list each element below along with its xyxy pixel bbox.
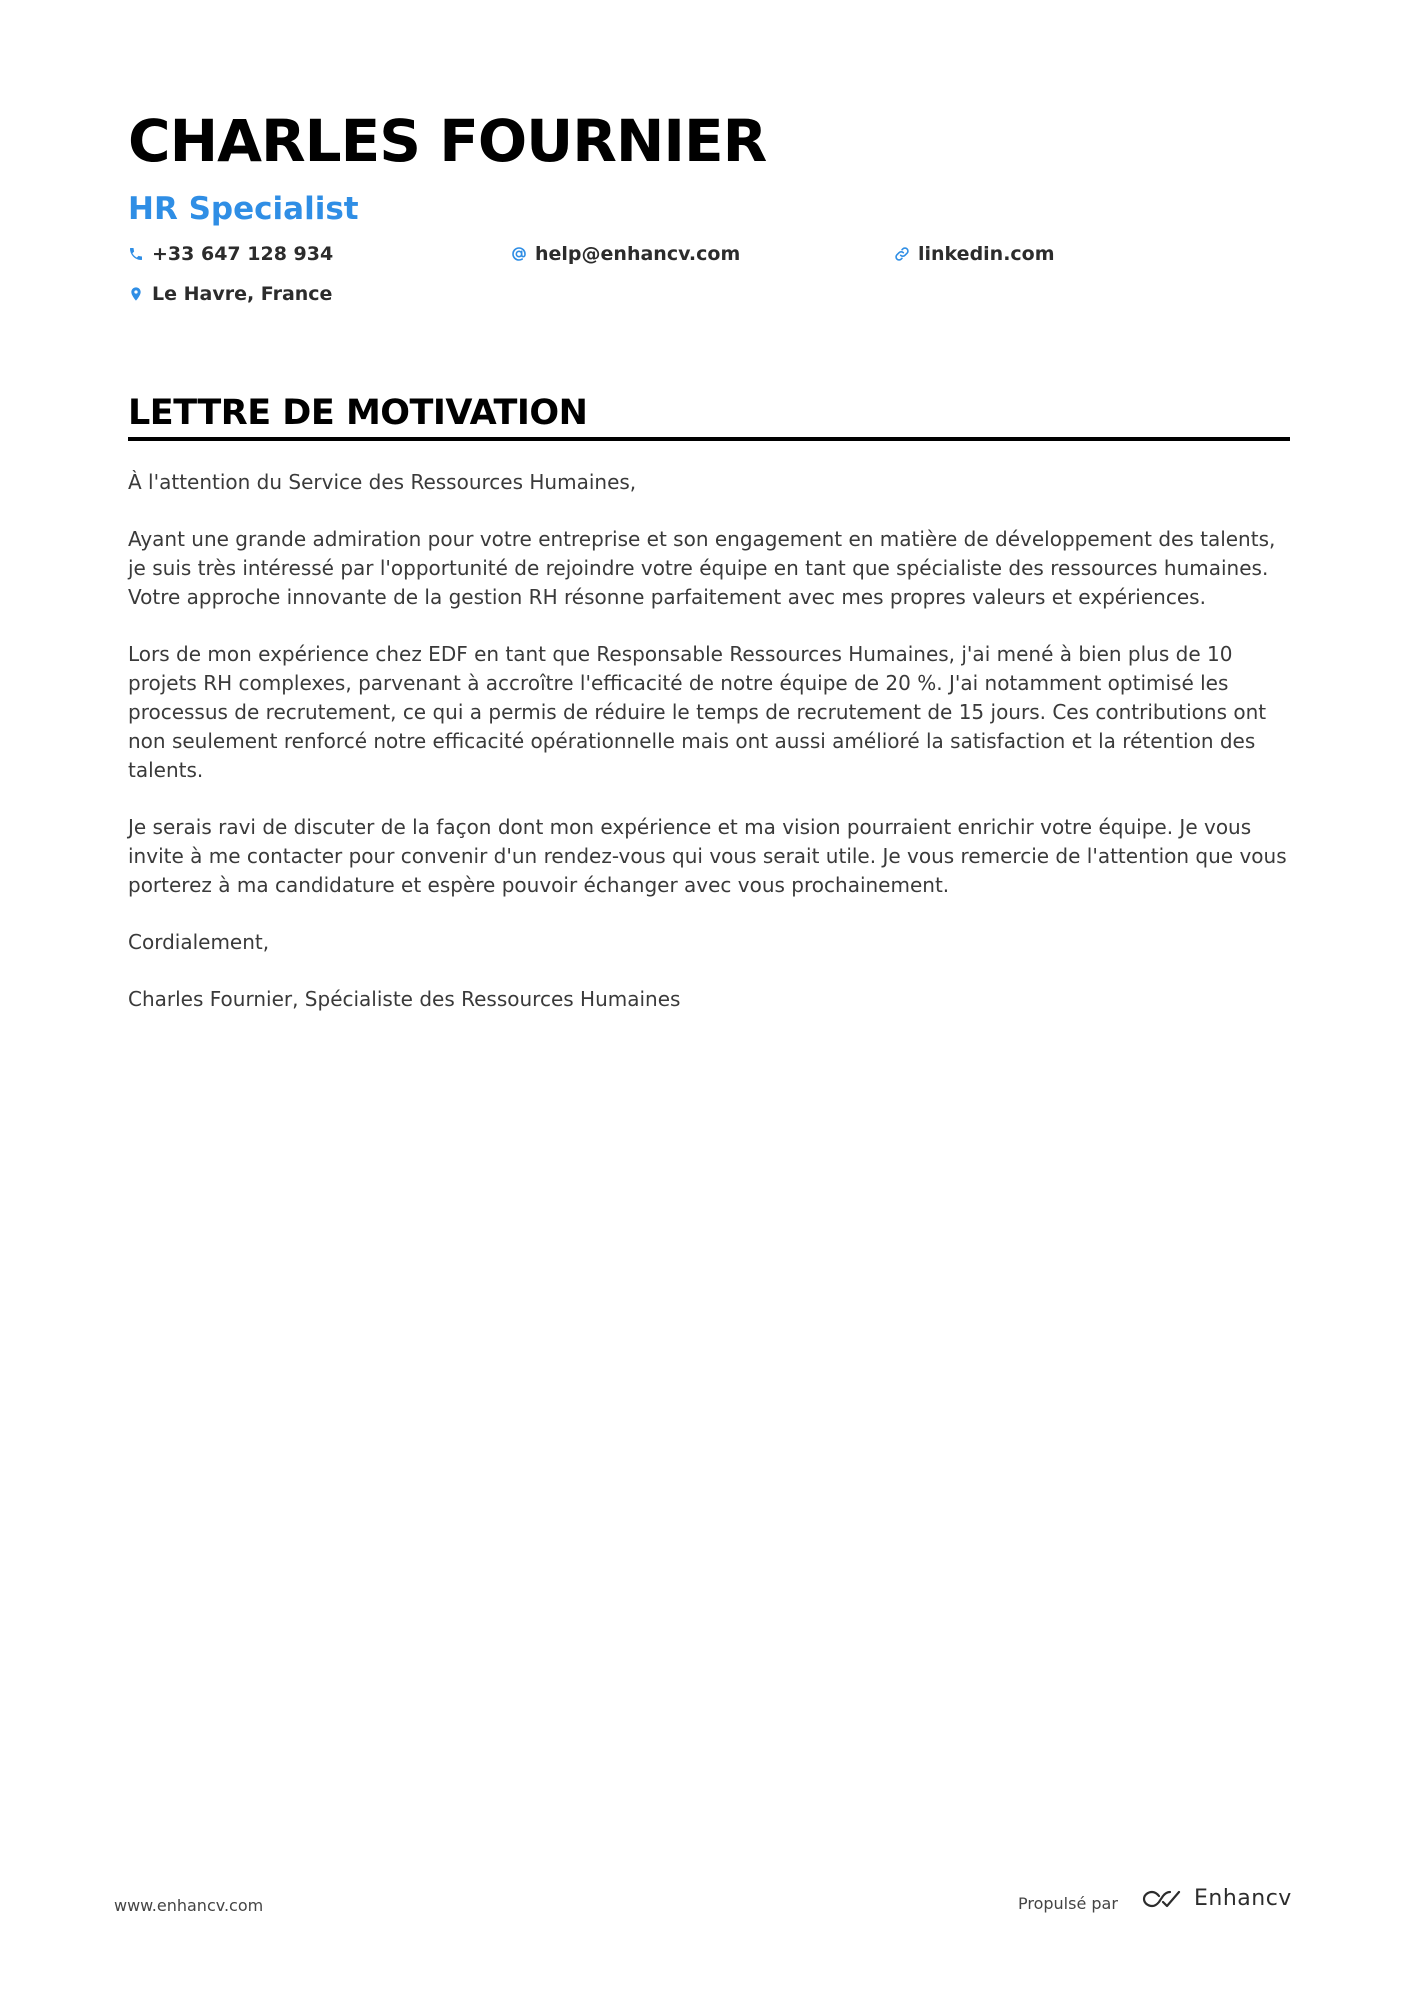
phone-icon bbox=[128, 246, 144, 262]
closing: Cordialement, bbox=[128, 930, 270, 954]
contact-email[interactable] bbox=[511, 243, 740, 265]
letter-paragraph: Je serais ravi de discuter de la façon dont mon expérience et ma vision pourraient enrichir votre équipe. Je vous invite à me contacter pour convenir d'un rendez-vous qui vous serait utile. Je vous remercie de l'attention que vous porterez à ma candidature et espère pouvoir échanger avec vous prochainement. bbox=[128, 815, 1287, 897]
brand[interactable] bbox=[1138, 1886, 1292, 1911]
section-title: LETTRE DE MOTIVATION bbox=[128, 393, 588, 433]
phone-text: +33 647 128 934 bbox=[152, 243, 334, 265]
footer-url[interactable]: www.enhancv.com bbox=[114, 1896, 264, 1915]
enhancv-logo-icon bbox=[1138, 1887, 1184, 1911]
section-divider bbox=[128, 437, 1290, 441]
contact-location bbox=[128, 283, 332, 305]
link-icon bbox=[894, 246, 910, 262]
candidate-name: CHARLES FOURNIER bbox=[128, 107, 767, 175]
salutation: À l'attention du Service des Ressources Humaines, bbox=[128, 470, 637, 494]
powered-by-label: Propulsé par bbox=[1018, 1894, 1118, 1913]
letter-body bbox=[128, 468, 1293, 1042]
letter-paragraph: Lors de mon expérience chez EDF en tant que Responsable Ressources Humaines, j'ai mené à bien plus de 10 projets RH complexes, parvenant à accroître l'efficacité de notre équipe de 20 %. J'ai notamment optimisé les processus de recrutement, ce qui a permis de réduire le temps de recrutement de 15 jours. Ces contributions ont non seulement renforcé notre efficacité opérationnelle mais ont aussi amélioré la satisfaction et la rétention des talents. bbox=[128, 642, 1267, 782]
email-text[interactable]: help@enhancv.com bbox=[535, 243, 741, 265]
job-title: HR Specialist bbox=[128, 191, 359, 227]
brand-name: Enhancv bbox=[1194, 1886, 1292, 1911]
link-text[interactable]: linkedin.com bbox=[918, 243, 1055, 265]
at-icon bbox=[511, 246, 527, 262]
contact-link[interactable] bbox=[894, 243, 1055, 265]
location-text: Le Havre, France bbox=[152, 283, 333, 305]
letter-paragraph: Ayant une grande admiration pour votre entreprise et son engagement en matière de développement des talents, je suis très intéressé par l'opportunité de rejoindre votre équipe en tant que spécialiste des ressources humaines. Votre approche innovante de la gestion RH résonne parfaitement avec mes propres valeurs et expériences. bbox=[128, 527, 1276, 609]
signature: Charles Fournier, Spécialiste des Ressources Humaines bbox=[128, 987, 681, 1011]
map-pin-icon bbox=[128, 286, 144, 302]
contact-phone bbox=[128, 243, 333, 265]
